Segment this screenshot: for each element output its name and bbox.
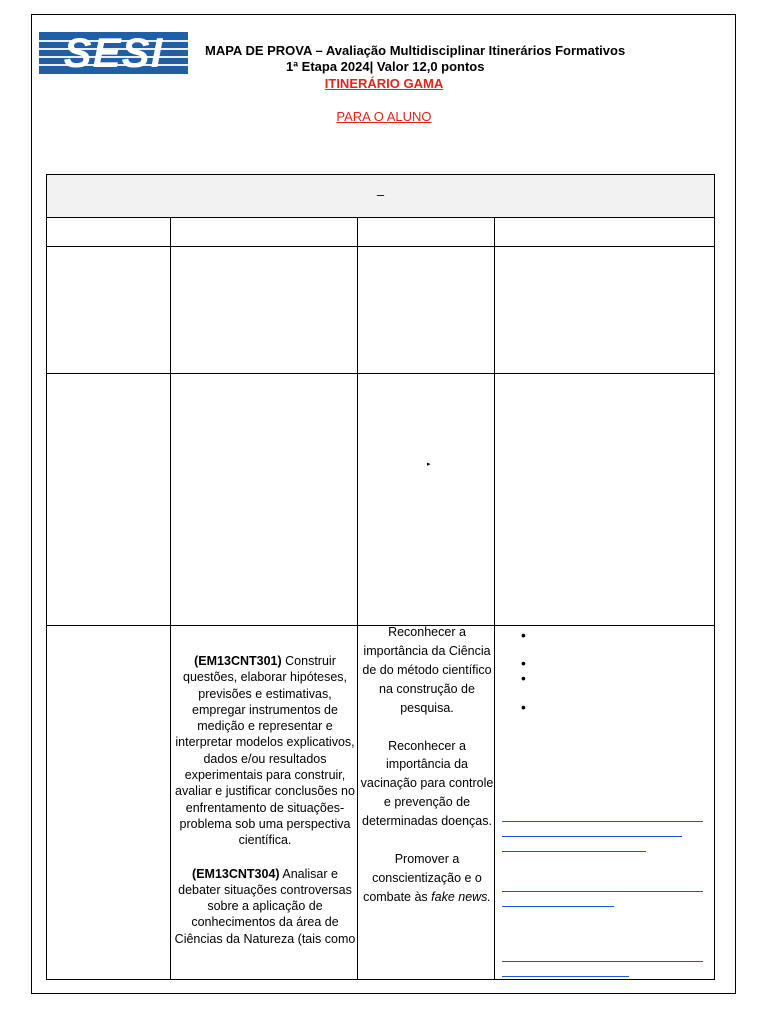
table-header-text: – (376, 187, 385, 202)
objective-item: Reconhecer a importância da Ciência de do método científico na construção de pesquisa. (362, 625, 492, 715)
bullet: • (521, 699, 526, 715)
skill-item: (EM13CNT304) Analisar e debater situações controversas sobre a aplicação de conhecimentos da área de Ciências da Natureza (tais como (174, 866, 356, 946)
document-subtitle: 1ª Etapa 2024| Valor 12,0 pontos (286, 59, 485, 74)
skill-item: (EM13CNT301) Construir questões, elaborar hipóteses, previsões e estimativas, empregar instrumentos de medição e representar e interpretar modelos explicativos, dados e/ou resultados experimentais para construir, avaliar e justificar conclusões no enfrentamento de situações-problema sob uma perspectiva científica. (175, 654, 355, 848)
bullet: • (521, 670, 526, 686)
row-divider (47, 246, 714, 247)
reference-link[interactable] (502, 821, 703, 822)
objectives-cell (360, 623, 494, 926)
column-divider (170, 218, 171, 979)
objective-item: Reconhecer a importância da vacinação para controle e prevenção de determinadas doenças. (360, 738, 494, 829)
column-divider (494, 218, 495, 979)
table-header-row (47, 175, 714, 218)
audience-label: PARA O ALUNO (336, 109, 432, 124)
row-divider (47, 373, 714, 374)
bullet: • (521, 655, 526, 671)
skills-cell (173, 653, 357, 964)
reference-link[interactable] (502, 891, 703, 892)
logo-text: SESI (63, 32, 164, 74)
reference-link[interactable] (502, 976, 629, 977)
reference-link[interactable] (502, 836, 682, 837)
reference-link[interactable] (502, 851, 646, 852)
small-arrow-icon: ▸ (427, 461, 431, 468)
objective-item: Promover a conscientização e o combate às fake news. (363, 852, 491, 904)
reference-link[interactable] (502, 906, 614, 907)
bullet: • (521, 627, 526, 643)
sesi-logo (39, 32, 188, 74)
document-title: MAPA DE PROVA – Avaliação Multidisciplinar Itinerários Formativos (205, 43, 626, 58)
column-divider (357, 218, 358, 979)
reference-link[interactable] (502, 961, 703, 962)
exam-map-table (46, 174, 715, 980)
itinerary-label: ITINERÁRIO GAMA (324, 76, 444, 91)
